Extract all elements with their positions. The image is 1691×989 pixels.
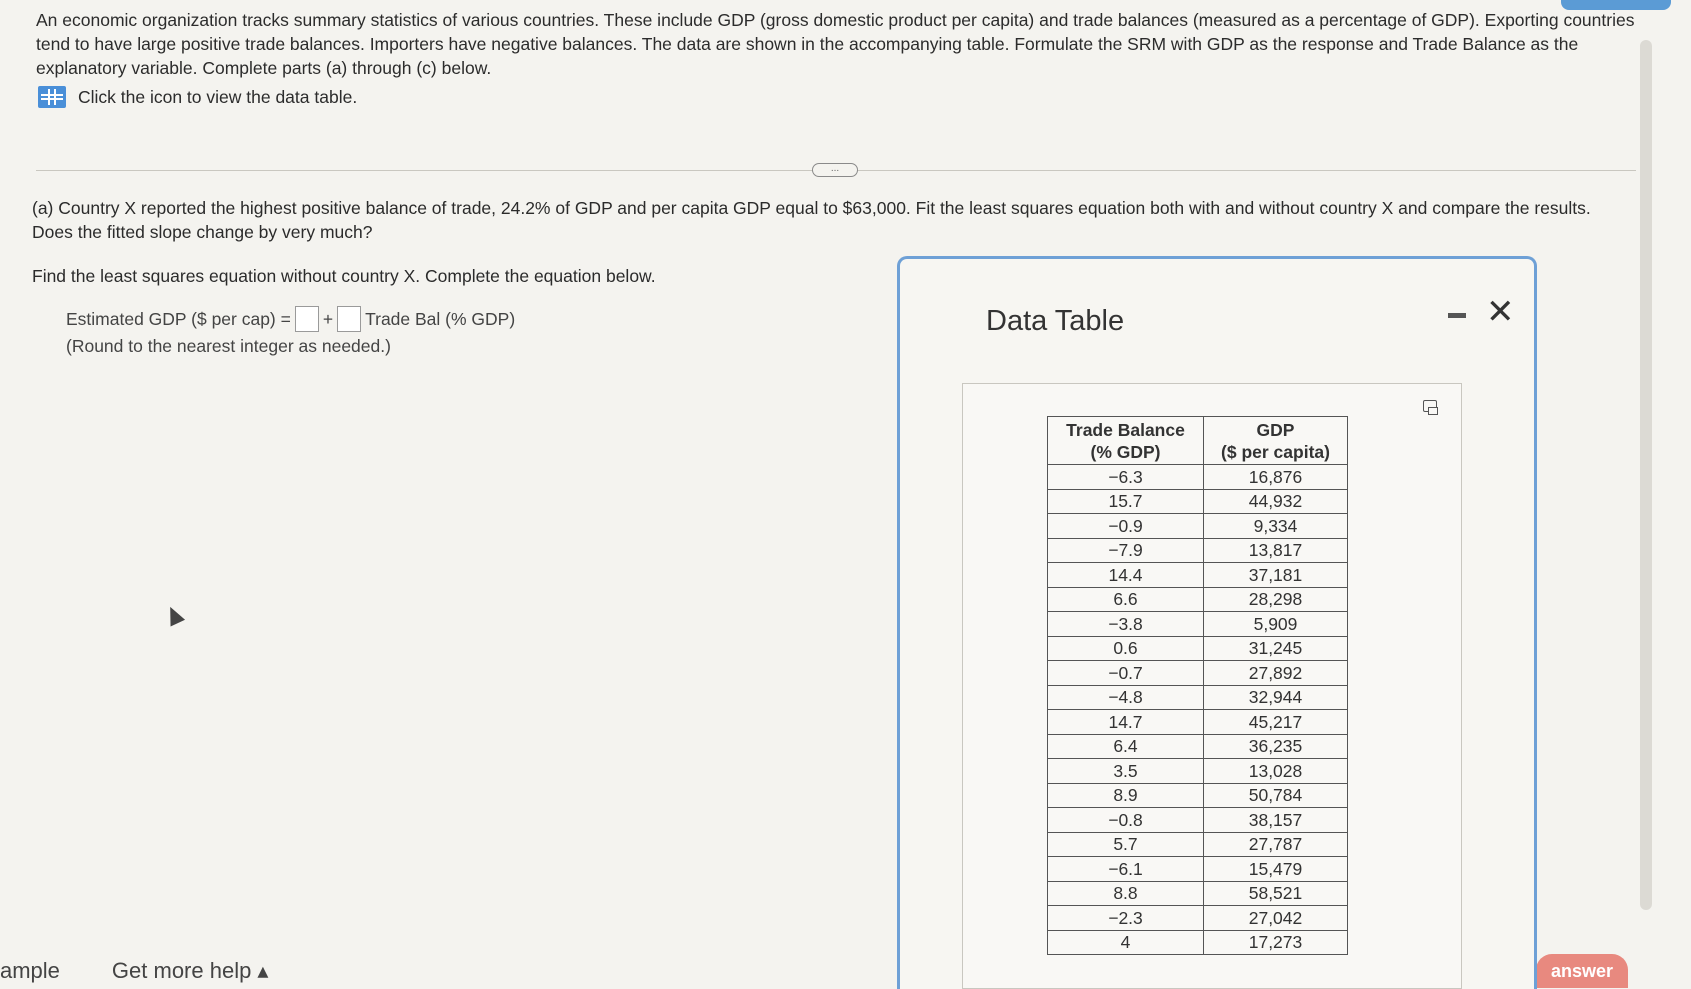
gdp-cell: 36,235 (1204, 734, 1348, 759)
problem-intro: An economic organization tracks summary statistics of various countries. These include GDP (gross domestic product per capita) and trade balances (measured as a percentage of GDP). Exporting countries tend to have large positive trade balances. Importers have negative balances. The data are shown in the accompanying table. Formulate the SRM with GDP as the response and Trade Balance as the explanatory variable. Complete parts (a) through (c) below. (36, 10, 1635, 78)
answer-button[interactable]: answer (1536, 954, 1628, 988)
mouse-cursor-icon (163, 603, 185, 626)
gdp-cell: 32,944 (1204, 685, 1348, 710)
table-row (1048, 538, 1348, 563)
gdp-cell: 27,787 (1204, 832, 1348, 857)
table-row (1048, 489, 1348, 514)
trade-balance-cell: 0.6 (1048, 636, 1204, 661)
table-row (1048, 710, 1348, 735)
table-row (1048, 759, 1348, 784)
view-data-table-link[interactable] (38, 86, 357, 108)
trade-balance-cell: 15.7 (1048, 489, 1204, 514)
example-link[interactable]: ample (0, 958, 60, 983)
table-row (1048, 783, 1348, 808)
gdp-cell: 27,892 (1204, 661, 1348, 686)
part-a-question: (a) Country X reported the highest positive balance of trade, 24.2% of GDP and per capita GDP equal to $63,000. Fit the least squares equation both with and without country X and compare the results. Does the fitted slope change by very much? (32, 198, 1591, 242)
table-row (1048, 514, 1348, 539)
footer-links (0, 958, 268, 984)
gdp-cell: 17,273 (1204, 930, 1348, 955)
trade-balance-header-line2: (% GDP) (1090, 441, 1161, 462)
view-data-table-label: Click the icon to view the data table. (78, 86, 358, 107)
copy-icon[interactable] (1423, 400, 1437, 412)
table-row (1048, 465, 1348, 490)
table-row (1048, 857, 1348, 882)
gdp-cell: 16,876 (1204, 465, 1348, 490)
more-options-button[interactable]: ... (812, 163, 858, 177)
gdp-cell: 50,784 (1204, 783, 1348, 808)
equation-right-label: Trade Bal (% GDP) (365, 308, 516, 329)
trade-balance-cell: 5.7 (1048, 832, 1204, 857)
gdp-cell: 13,028 (1204, 759, 1348, 784)
trade-balance-cell: 3.5 (1048, 759, 1204, 784)
minimize-icon[interactable] (1448, 313, 1466, 318)
trade-balance-cell: 14.4 (1048, 563, 1204, 588)
gdp-cell: 15,479 (1204, 857, 1348, 882)
trade-balance-cell: 14.7 (1048, 710, 1204, 735)
table-row (1048, 587, 1348, 612)
table-row (1048, 832, 1348, 857)
get-more-help-link[interactable]: Get more help ▴ (111, 958, 269, 983)
data-table-frame (962, 383, 1462, 989)
page-scrollbar[interactable] (1640, 40, 1652, 910)
table-row (1048, 930, 1348, 955)
gdp-cell: 44,932 (1204, 489, 1348, 514)
equation-left-label: Estimated GDP ($ per cap) = (66, 308, 291, 329)
data-table-modal (897, 256, 1537, 989)
gdp-cell: 38,157 (1204, 808, 1348, 833)
trade-balance-cell: −0.8 (1048, 808, 1204, 833)
table-header-row (1048, 417, 1348, 465)
gdp-cell: 37,181 (1204, 563, 1348, 588)
trade-balance-cell: 8.9 (1048, 783, 1204, 808)
table-grid-icon[interactable] (38, 86, 66, 108)
rounding-note: (Round to the nearest integer as needed.) (66, 336, 391, 356)
gdp-cell: 31,245 (1204, 636, 1348, 661)
trade-balance-header-line1: Trade Balance (1066, 419, 1185, 440)
gdp-header-line2: ($ per capita) (1221, 441, 1330, 462)
modal-title: Data Table (986, 305, 1125, 337)
table-row (1048, 881, 1348, 906)
gdp-cell: 13,817 (1204, 538, 1348, 563)
table-row (1048, 563, 1348, 588)
slope-input[interactable] (337, 306, 361, 332)
trade-balance-cell: 4 (1048, 930, 1204, 955)
gdp-header (1204, 417, 1348, 465)
gdp-cell: 45,217 (1204, 710, 1348, 735)
trade-balance-cell: 6.4 (1048, 734, 1204, 759)
equation-row (66, 306, 515, 332)
table-row (1048, 906, 1348, 931)
table-row (1048, 661, 1348, 686)
trade-balance-cell: −2.3 (1048, 906, 1204, 931)
table-row (1048, 808, 1348, 833)
trade-balance-header (1048, 417, 1204, 465)
gdp-cell: 28,298 (1204, 587, 1348, 612)
trade-balance-cell: −3.8 (1048, 612, 1204, 637)
part-a-instruction: Find the least squares equation without country X. Complete the equation below. (32, 266, 656, 286)
trade-balance-cell: −0.7 (1048, 661, 1204, 686)
trade-balance-cell: 6.6 (1048, 587, 1204, 612)
gdp-cell: 9,334 (1204, 514, 1348, 539)
table-row (1048, 636, 1348, 661)
equation-plus: + (322, 308, 334, 329)
trade-balance-cell: −4.8 (1048, 685, 1204, 710)
close-icon[interactable]: ✕ (1486, 293, 1515, 331)
trade-balance-cell: −6.3 (1048, 465, 1204, 490)
trade-balance-cell: −7.9 (1048, 538, 1204, 563)
table-row (1048, 612, 1348, 637)
gdp-header-line1: GDP (1256, 419, 1295, 440)
data-table (1047, 416, 1348, 955)
trade-balance-cell: −0.9 (1048, 514, 1204, 539)
intercept-input[interactable] (295, 306, 319, 332)
trade-balance-cell: 8.8 (1048, 881, 1204, 906)
gdp-cell: 5,909 (1204, 612, 1348, 637)
gdp-cell: 27,042 (1204, 906, 1348, 931)
trade-balance-cell: −6.1 (1048, 857, 1204, 882)
table-row (1048, 734, 1348, 759)
gdp-cell: 58,521 (1204, 881, 1348, 906)
table-row (1048, 685, 1348, 710)
